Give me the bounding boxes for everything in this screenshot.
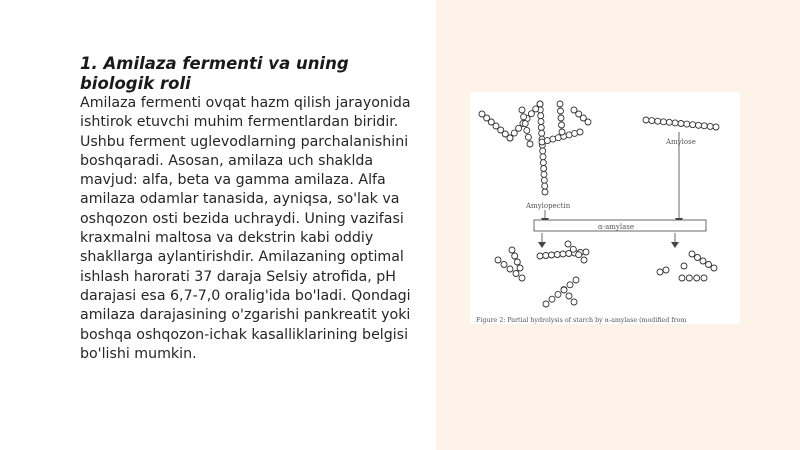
- amylose-unit: [701, 123, 707, 129]
- product-unit: [567, 282, 573, 288]
- slide-title: 1. Amilaza fermenti va uning biologik roli: [80, 54, 349, 93]
- product-unit: [517, 265, 523, 271]
- product-unit: [513, 271, 519, 277]
- product-unit: [657, 269, 663, 275]
- product-unit: [663, 267, 669, 273]
- amylopectin-unit: [519, 107, 525, 113]
- amylose-unit: [643, 117, 649, 123]
- amylose-unit: [661, 119, 667, 125]
- amylopectin-unit: [558, 108, 564, 114]
- figure-caption: Figure 2: Partial hydrolysis of starch by α-amylase (modified from: [476, 317, 687, 324]
- product-unit: [543, 301, 549, 307]
- product-unit: [509, 247, 515, 253]
- amylopectin-unit: [559, 129, 565, 135]
- product-unit: [501, 262, 507, 268]
- amylose-unit: [672, 120, 678, 126]
- amylopectin-unit: [540, 154, 546, 160]
- product-arrowhead-right: [671, 242, 679, 248]
- amylopectin-unit: [537, 101, 543, 107]
- amylopectin-unit: [542, 189, 548, 195]
- product-unit: [583, 249, 589, 255]
- amylopectin-unit: [538, 119, 544, 125]
- product-unit: [565, 241, 571, 247]
- product-arrowhead-left: [538, 242, 546, 248]
- amylopectin-unit: [577, 129, 583, 135]
- product-unit: [512, 253, 518, 259]
- amylose-unit: [690, 122, 696, 128]
- slide-body-text: Amilaza fermenti ovqat hazm qilish jarayonida ishtirok etuvchi muhim fermentlardan biridir. Ushbu ferment uglevodlarning parchalanishini boshqaradi. Asosan, amilaza uch shaklda mavjud: alfa, beta va gamma amilaza. Alfa amilaza odamlar tanasida, ayniqsa, so'lak va oshqozon osti bezida uchraydi. Uning vazifasi kraxmalni maltosa va dekstrin kabi oddiy shakllarga aylantirishdir. Amilazaning optimal ishlash harorati 37 daraja Selsiy atrofida, pH darajasi esa 6,7-7,0 oralig'ida bo'ladi. Qondagi amilaza darajasining o'zgarishi pankreatit yoki boshqa oshqozon-ichak kasalliklarining belgisi bo'lishi mumkin.: [80, 95, 411, 362]
- amylopectin-unit: [511, 130, 517, 136]
- product-unit: [514, 259, 520, 265]
- product-unit: [701, 275, 707, 281]
- amylopectin-unit: [527, 141, 533, 147]
- product-unit: [573, 277, 579, 283]
- amylopectin-unit: [541, 166, 547, 172]
- product-unit: [570, 246, 576, 252]
- starch-diagram: [470, 92, 740, 324]
- amylose-unit: [649, 118, 655, 124]
- amylopectin-unit: [585, 119, 591, 125]
- product-unit: [560, 251, 566, 257]
- amylopectin-unit: [524, 127, 530, 133]
- product-unit: [706, 262, 712, 268]
- amylopectin-unit: [544, 138, 550, 144]
- product-unit: [566, 293, 572, 299]
- amylose-unit: [707, 123, 713, 129]
- product-unit: [495, 257, 501, 263]
- product-unit: [686, 275, 692, 281]
- product-unit: [695, 255, 701, 261]
- product-unit: [507, 266, 513, 272]
- amylopectin-unit: [540, 160, 546, 166]
- amylopectin-label: Amylopectin: [526, 202, 571, 210]
- amylose-unit: [655, 118, 661, 124]
- amylopectin-unit: [521, 114, 527, 120]
- amylopectin-unit: [557, 101, 563, 107]
- product-unit: [571, 299, 577, 305]
- product-unit: [549, 296, 555, 302]
- product-unit: [694, 275, 700, 281]
- amylopectin-unit: [542, 183, 548, 189]
- amylopectin-unit: [540, 148, 546, 154]
- amylose-unit: [696, 122, 702, 128]
- amylopectin-unit: [525, 134, 531, 140]
- amylose-unit: [713, 124, 719, 130]
- product-unit: [537, 253, 543, 259]
- amylopectin-unit: [539, 130, 545, 136]
- product-unit: [700, 258, 706, 264]
- product-unit: [519, 275, 525, 281]
- amylose-unit: [684, 121, 690, 127]
- amylopectin-unit: [541, 171, 547, 177]
- amylopectin-unit: [538, 125, 544, 131]
- amylopectin-unit: [566, 132, 572, 138]
- product-unit: [543, 253, 549, 259]
- glucose-chains: [479, 101, 719, 307]
- amylopectin-unit: [533, 106, 539, 112]
- amylopectin-unit: [559, 122, 565, 128]
- amylose-label: Amylose: [666, 138, 696, 146]
- product-unit: [555, 291, 561, 297]
- alpha-amylase-label: α-amylase: [598, 223, 635, 231]
- product-unit: [576, 252, 582, 258]
- amylopectin-unit: [558, 115, 564, 121]
- amylose-unit: [678, 121, 684, 127]
- amylopectin-unit: [541, 177, 547, 183]
- amylopectin-unit: [522, 121, 528, 127]
- amylose-unit: [666, 119, 672, 125]
- product-unit: [679, 275, 685, 281]
- product-unit: [711, 265, 717, 271]
- product-unit: [554, 252, 560, 258]
- product-unit: [581, 257, 587, 263]
- product-unit: [681, 263, 687, 269]
- product-unit: [689, 251, 695, 257]
- amylopectin-unit: [516, 125, 522, 131]
- amylopectin-unit: [528, 111, 534, 117]
- amylopectin-unit: [479, 111, 485, 117]
- amylopectin-unit: [538, 113, 544, 119]
- starch-hydrolysis-figure: [470, 92, 740, 324]
- product-unit: [561, 287, 567, 293]
- product-unit: [549, 252, 555, 258]
